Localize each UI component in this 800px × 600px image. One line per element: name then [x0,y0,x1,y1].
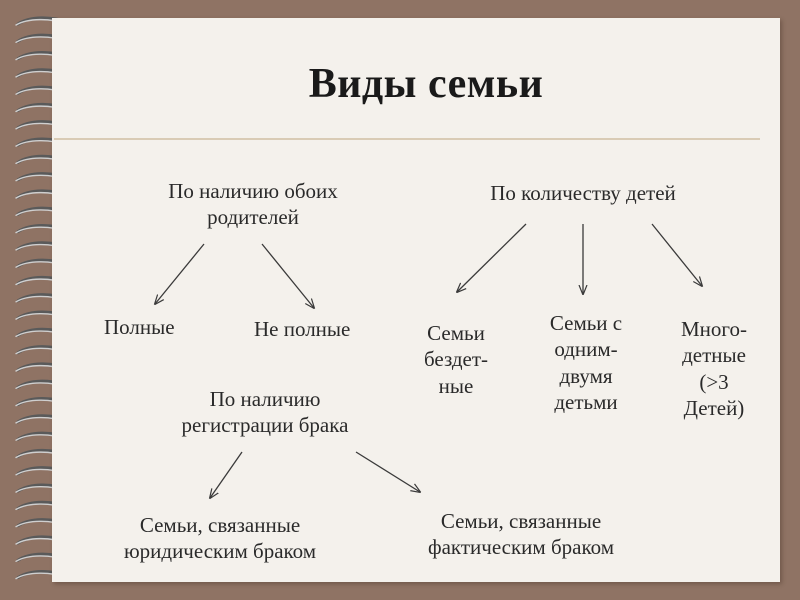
node-full-families: Полные [104,315,175,339]
node-large-families-line4: Детей) [683,395,745,420]
arrow-parents-to-incomplete [262,244,314,308]
arrow-marriage-to-actual [356,452,420,492]
node-large-families-line3: (>3 [699,369,729,394]
arrow-parents-to-full [155,244,204,304]
node-childless-line1: Семьи [427,321,485,345]
node-large-families-line1: Много- [681,317,747,341]
node-actual-marriage-line1: Семьи, связанные [440,509,602,533]
arrow-count-to-large [652,224,702,286]
group-marriage-label-line2: регистрации брака [181,413,349,438]
arrow-count-to-childless [457,224,526,292]
node-large-families-line2: детные [682,343,746,368]
node-one-two-children-line1: Семьи с [549,311,623,335]
node-incomplete-families: Не полные [254,317,351,341]
node-one-two-children-line2: одним- [554,337,618,362]
group-parents-label-line1: По наличию обоих [168,179,338,203]
node-legal-marriage-line1: Семьи, связанные [139,513,301,537]
node-legal-marriage-line2: юридическим браком [123,539,317,564]
group-children-count-label: По количеству детей [490,181,676,205]
slide-title: Виды семьи [308,61,544,107]
node-one-two-children-line4: детьми [554,389,618,414]
group-parents-label-line2: родителей [207,205,299,230]
node-actual-marriage-line2: фактическим браком [427,535,614,560]
node-childless-line3: ные [438,373,474,398]
node-one-two-children-line3: двумя [559,363,613,388]
group-marriage-label-line1: По наличию [209,387,321,411]
arrow-marriage-to-legal [210,452,242,498]
node-childless-line2: бездет- [423,347,489,372]
